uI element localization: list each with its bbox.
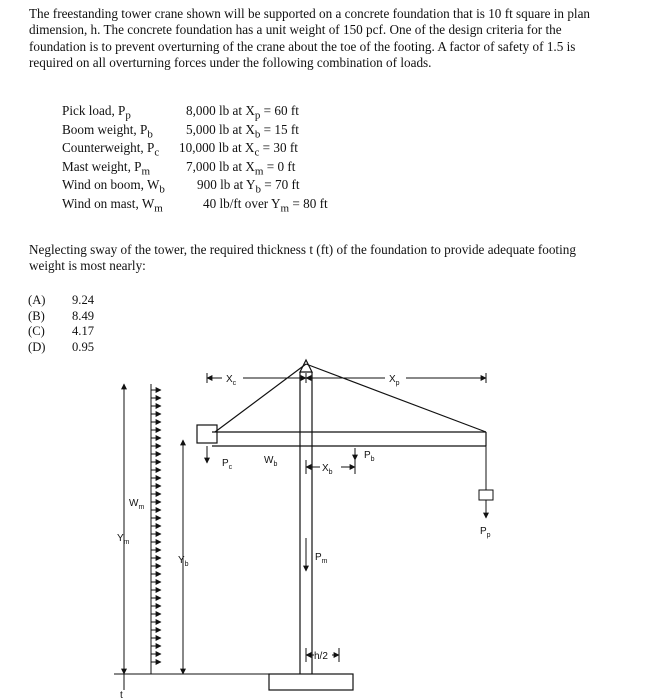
wm-label: $W_m$ [129,498,145,511]
choice-c: (C) 4.17 [28,324,95,338]
choice-a: (A) 9.24 [28,293,95,307]
problem-intro: The freestanding tower crane shown will be supported on a concrete foundation that is 10 ft square in plan dimension, h. The concrete foundation has a unit weight of 150 pcf. One of the design criteria for the foundation is to prevent overturning of the crane about the toe of the footing. A factor of safety of 1.5 is required on all overturning forces under the following combination of loads. [29,6,591,71]
xb-label: $X_b$ [322,463,333,476]
pb-label: $P_b$ [364,450,375,463]
xp-label: $X_p$ [389,374,400,387]
pick-load-hook [479,446,493,518]
wb-label: $W_b$ [264,455,278,468]
pm-label: $P_m$ [315,552,328,565]
wind-load-arrows [151,390,161,662]
xc-label: $X_c$ [226,374,237,387]
t-label: t [120,690,123,700]
h2-label: h/2 [314,651,328,662]
choice-b: (B) 8.49 [28,308,95,323]
crane-boom [212,364,486,446]
foundation [269,674,353,690]
counterweight-block [197,425,217,443]
pp-label: $P_p$ [480,526,491,539]
choice-d: (D) 0.95 [28,339,95,354]
problem-question: Neglecting sway of the tower, the required thickness t (ft) of the foundation to provide adequate footing weight is most nearly: [29,242,576,274]
ym-label: $Y_m$ [117,533,130,546]
crane-mast [300,372,312,674]
yb-label: $Y_b$ [178,555,189,568]
pc-label: $P_c$ [222,458,233,471]
